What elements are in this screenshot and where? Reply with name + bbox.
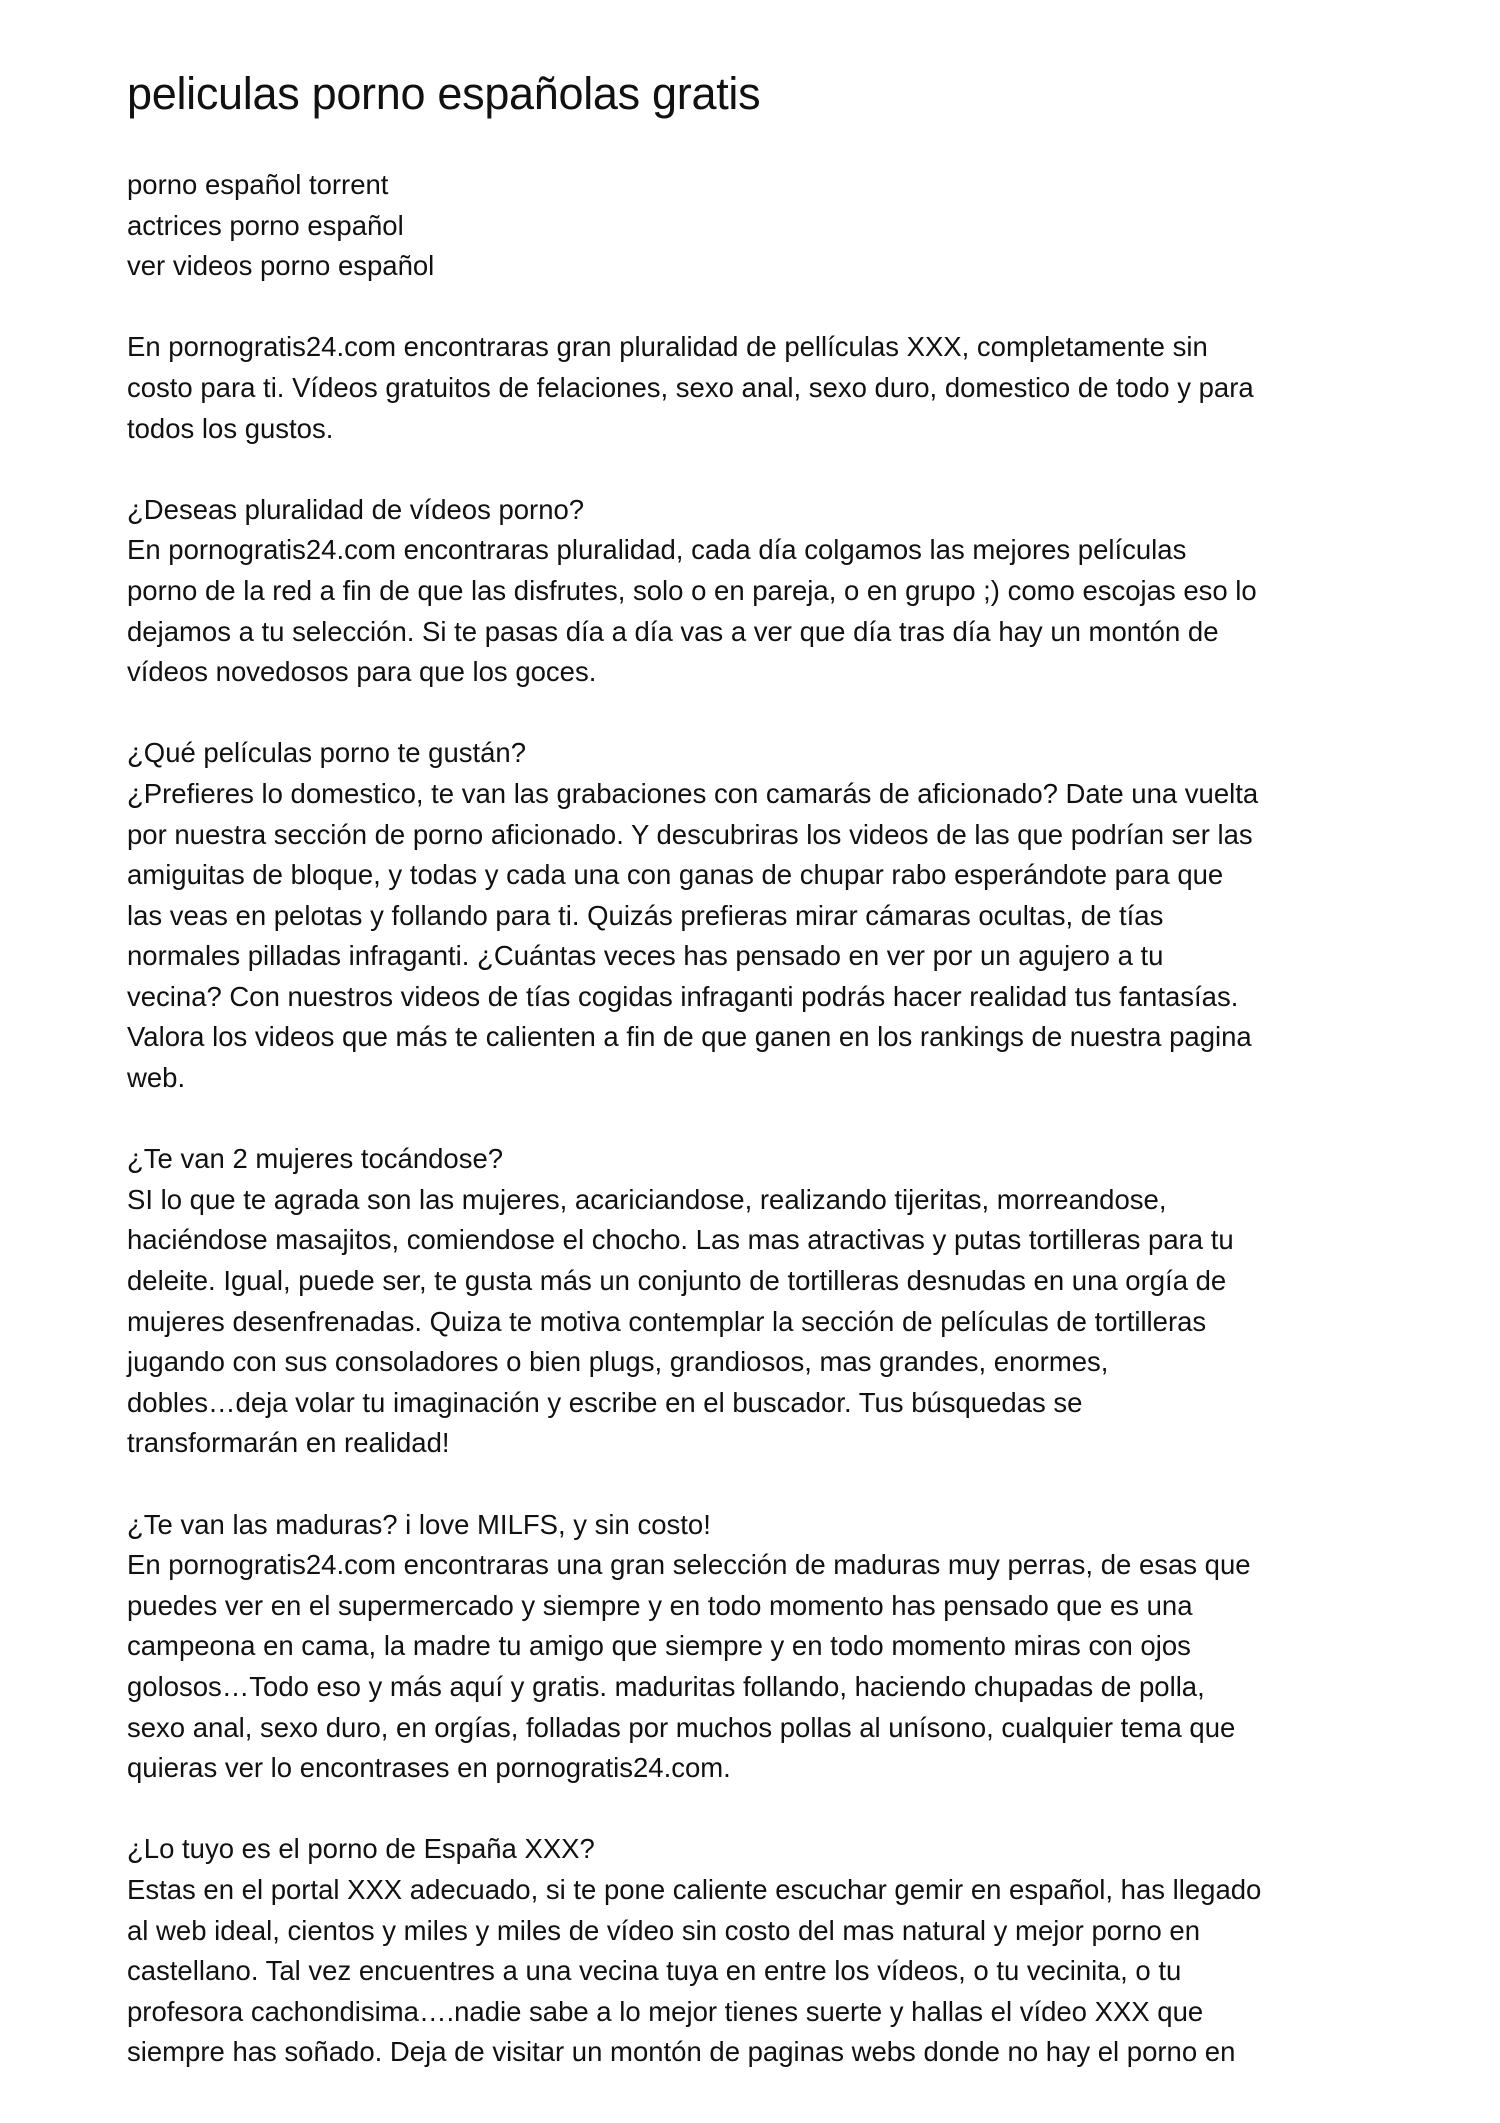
text-line: ¿Deseas pluralidad de vídeos porno? [127, 493, 585, 525]
text-line: ¿Prefieres lo domestico, te van las grabaciones con camarás de aficionado? Date una vuelta [127, 777, 1259, 809]
text-line: amiguitas de bloque, y todas y cada una con ganas de chupar rabo esperándote para que [127, 859, 1224, 891]
text-line: ¿Qué películas porno te gustán? [127, 737, 527, 769]
text-line: al web ideal, cientos y miles y miles de vídeo sin costo del mas natural y mejor porno en [127, 1914, 1201, 1946]
text-line: puedes ver en el supermercado y siempre y en todo momento has pensado que es una [127, 1589, 1193, 1621]
text-line: por nuestra sección de porno aficionado. Y descubriras los videos de las que podrían ser las [127, 818, 1253, 850]
text-line: ¿Lo tuyo es el porno de España XXX? [127, 1833, 595, 1865]
text-line: actrices porno español [127, 209, 404, 241]
text-line: siempre has soñado. Deja de visitar un montón de paginas webs donde no hay el porno en [127, 2036, 1236, 2068]
text-line: vecina? Con nuestros videos de tías cogidas infraganti podrás hacer realidad tus fantasías. [127, 980, 1239, 1012]
text-line: jugando con sus consoladores o bien plugs, grandiosos, mas grandes, enormes, [127, 1346, 1109, 1378]
text-line: sexo anal, sexo duro, en orgías, folladas por muchos pollas al unísono, cualquier tema que [127, 1711, 1236, 1743]
text-line: web. [127, 1062, 186, 1094]
paragraph [127, 165, 1387, 287]
text-line: porno de la red a fin de que las disfrutes, solo o en pareja, o en grupo ;) como escojas eso lo [127, 574, 1257, 606]
paragraph [127, 1829, 1387, 2073]
text-line: En pornogratis24.com encontraras una gran selección de maduras muy perras, de esas que [127, 1549, 1251, 1581]
paragraph [127, 490, 1387, 693]
text-line: castellano. Tal vez encuentres a una vecina tuya en entre los vídeos, o tu vecinita, o tu [127, 1955, 1182, 1987]
document-body [127, 165, 1387, 2114]
text-line: dobles…deja volar tu imaginación y escribe en el buscador. Tus búsquedas se [127, 1386, 1083, 1418]
paragraph [127, 1505, 1387, 1789]
paragraph [127, 733, 1387, 1098]
text-line: haciéndose masajitos, comiendose el chocho. Las mas atractivas y putas tortilleras para tu [127, 1224, 1234, 1256]
text-line: porno español torrent [127, 169, 389, 200]
text-line: quieras ver lo encontrases en pornogratis24.com. [127, 1752, 731, 1784]
text-line: mujeres desenfrenadas. Quiza te motiva contemplar la sección de películas de tortilleras [127, 1305, 1207, 1337]
text-line: las veas en pelotas y follando para ti. Quizás prefieras mirar cámaras ocultas, de tías [127, 899, 1164, 931]
page-title: peliculas porno españolas gratis [127, 68, 761, 119]
text-line: Estas en el portal XXX adecuado, si te pone caliente escuchar gemir en español, has llegado [127, 1873, 1262, 1905]
paragraph [127, 327, 1387, 449]
text-line: golosos…Todo eso y más aquí y gratis. maduritas follando, haciendo chupadas de polla, [127, 1670, 1205, 1702]
text-line: ver videos porno español [127, 250, 435, 282]
text-line: En pornogratis24.com encontraras pluralidad, cada día colgamos las mejores películas [127, 534, 1187, 566]
text-line: todos los gustos. [127, 412, 334, 444]
text-line: dejamos a tu selección. Si te pasas día a día vas a ver que día tras día hay un montón de [127, 615, 1219, 647]
text-line: SI lo que te agrada son las mujeres, acariciandose, realizando tijeritas, morreandose, [127, 1183, 1167, 1215]
text-line: normales pilladas infraganti. ¿Cuántas veces has pensado en ver por un agujero a tu [127, 940, 1164, 972]
text-line: En pornogratis24.com encontraras gran pluralidad de pellículas XXX, completamente sin [127, 331, 1208, 363]
text-line: vídeos novedosos para que los goces. [127, 656, 597, 688]
text-line: transformarán en realidad! [127, 1427, 450, 1459]
text-line: profesora cachondisima….nadie sabe a lo mejor tienes suerte y hallas el vídeo XXX que [127, 1995, 1204, 2027]
text-line: costo para ti. Vídeos gratuitos de felaciones, sexo anal, sexo duro, domestico de todo y para [127, 371, 1254, 403]
text-line: campeona en cama, la madre tu amigo que siempre y en todo momento miras con ojos [127, 1630, 1191, 1662]
text-line: ¿Te van 2 mujeres tocándose? [127, 1143, 504, 1175]
text-line: Valora los videos que más te calienten a fin de que ganen en los rankings de nuestra pagina [127, 1021, 1252, 1053]
text-line: deleite. Igual, puede ser, te gusta más un conjunto de tortilleras desnudas en una orgía de [127, 1265, 1227, 1297]
text-line: ¿Te van las maduras? i love MILFS, y sin costo! [127, 1508, 711, 1540]
paragraph [127, 1139, 1387, 1464]
